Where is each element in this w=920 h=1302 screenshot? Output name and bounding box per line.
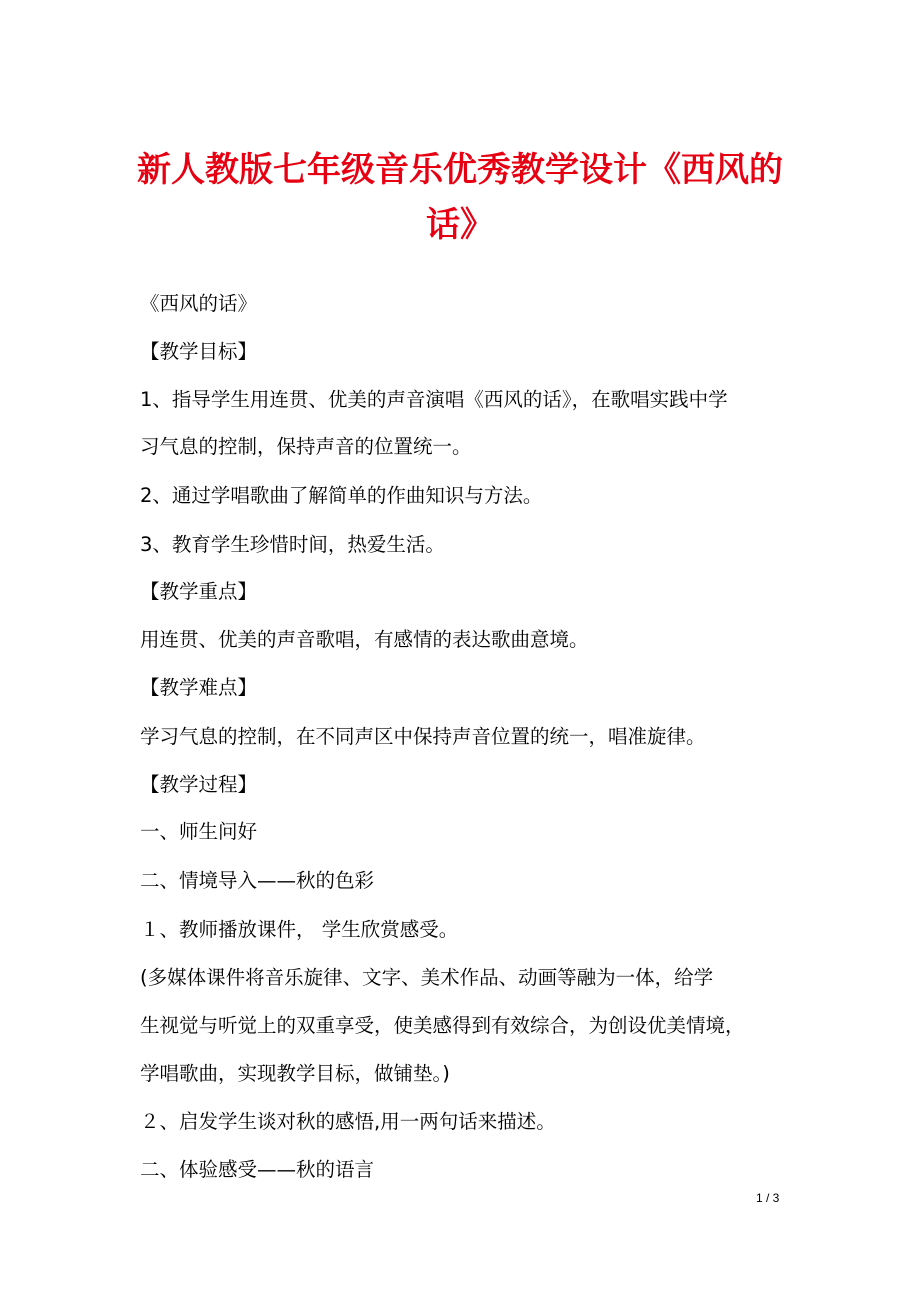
- paragraph-line: 1、指导学生用连贯、优美的声音演唱《西风的话》，在歌唱实践中学: [140, 388, 728, 411]
- paragraph-line: １、教师播放课件， 学生欣赏感受。: [140, 918, 459, 941]
- paragraph-line: 【教学重点】: [140, 580, 258, 603]
- document-title-line-2: 话》: [426, 205, 494, 245]
- paragraph-line: 2、通过学唱歌曲了解简单的作曲知识与方法。: [140, 484, 543, 507]
- paragraph-line: 【教学过程】: [140, 773, 258, 796]
- paragraph-line: (多媒体课件将音乐旋律、文字、美术作品、动画等融为一体，给学: [140, 966, 714, 989]
- paragraph-line: 二、情境导入——秋的色彩: [140, 869, 375, 892]
- paragraph-line: 3、教育学生珍惜时间，热爱生活。: [140, 533, 445, 556]
- document-title-line-1: 新人教版七年级音乐优秀教学设计《西风的: [137, 150, 783, 190]
- paragraph-line: 一、师生问好: [140, 820, 258, 843]
- paragraph-line: 用连贯、优美的声音歌唱，有感情的表达歌曲意境。: [140, 628, 589, 651]
- paragraph-line: 习气息的控制，保持声音的位置统一。: [140, 435, 472, 458]
- page-number: 1 / 3: [756, 1191, 780, 1205]
- paragraph-line: 【教学目标】: [140, 340, 258, 363]
- paragraph-line: 学唱歌曲，实现教学目标，做铺垫。): [140, 1062, 450, 1085]
- paragraph-line: 《西风的话》: [140, 292, 258, 315]
- paragraph-line: 【教学难点】: [140, 676, 258, 699]
- paragraph-line: 学习气息的控制，在不同声区中保持声音位置的统一，唱准旋律。: [140, 725, 706, 748]
- paragraph-line: 生视觉与听觉上的双重享受，使美感得到有效综合，为创设优美情境，: [140, 1014, 745, 1037]
- paragraph-line: 二、体验感受——秋的语言: [140, 1158, 375, 1181]
- paragraph-line: ２、启发学生谈对秋的感悟,用一两句话来描述。: [140, 1110, 556, 1133]
